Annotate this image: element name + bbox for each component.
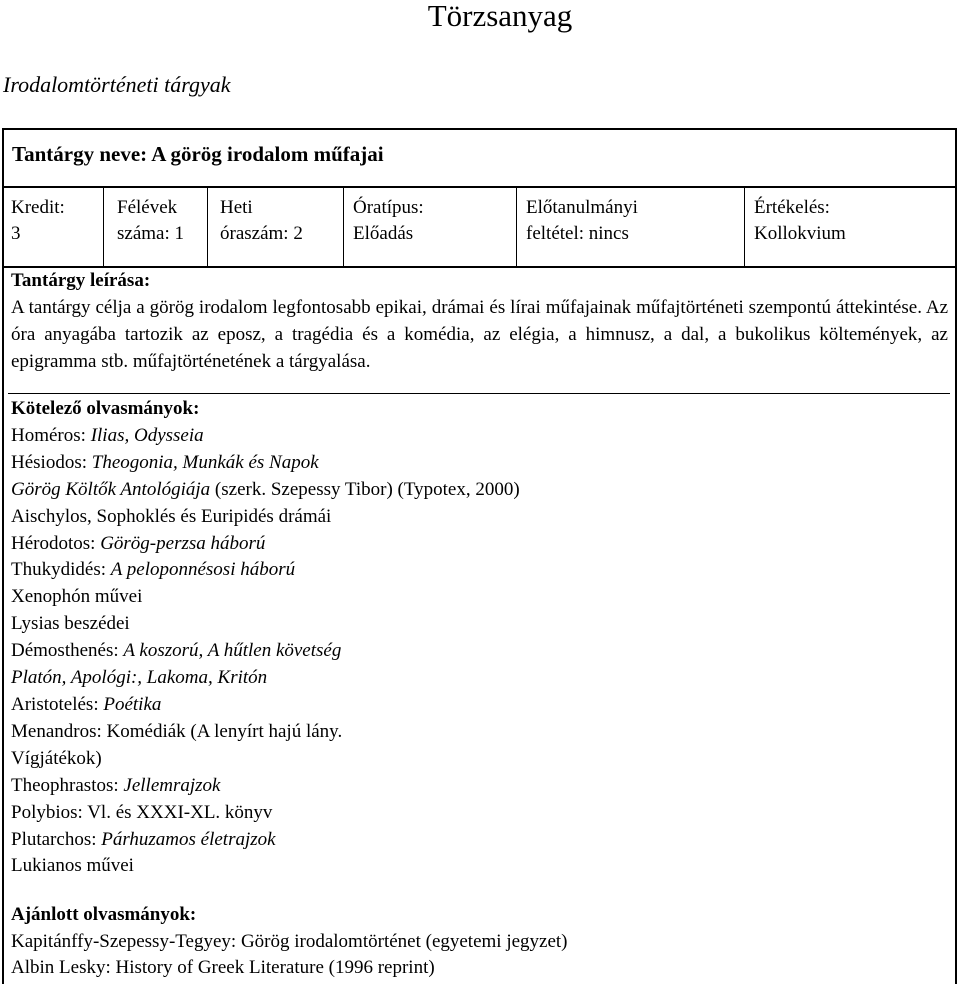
evaluation-cell (744, 188, 955, 266)
credit-cell (2, 188, 103, 266)
description-heading: Tantárgy leírása: (11, 270, 151, 291)
reading-item: Lysias beszédei (11, 613, 130, 635)
reading-item: Démosthenés: A koszorú, A hűtlen követség (11, 640, 342, 662)
prerequisite-value: feltétel: nincs (526, 223, 629, 244)
reading-item: Polybios: Vl. és XXXI-XL. könyv (11, 801, 273, 823)
recommended-item: Kapitánffy-Szepessy-Tegyey: Görög irodalomtörténet (egyetemi jegyzet) (11, 930, 568, 952)
reading-item: Platón, Apológi:, Lakoma, Kritón (11, 667, 268, 689)
reading-item: Lukianos művei (11, 855, 134, 877)
credit-value: 3 (11, 223, 21, 244)
reading-item: Aischylos, Sophoklés és Euripidés drámái (11, 505, 332, 527)
reading-item: Görög Költők Antológiája (szerk. Szepessy Tibor) (Typotex, 2000) (11, 478, 520, 500)
course-name-row (2, 128, 957, 188)
recommended-readings (11, 902, 941, 982)
required-readings-list (11, 423, 941, 880)
recommended-readings-heading: Ajánlott olvasmányok: (11, 904, 197, 925)
section-divider (8, 393, 950, 394)
evaluation-label: Értékelés: (754, 197, 830, 218)
description-text: A tantárgy célja a görög irodalom legfontosabb epikai, drámai és lírai műfajainak műfajtörténeti szempontú áttekintése. Az óra anyagába tartozik az eposz, a tragédia és a komédia, az elégia, a himnusz, a dal, a bukolikus költemények, az epigramma stb. műfajtörténetének a tárgyalása. (11, 297, 948, 372)
reading-item: Homéros: Ilias, Odysseia (11, 424, 204, 446)
reading-item: Hérodotos: Görög-perzsa háború (11, 532, 266, 554)
class-type-cell (343, 188, 516, 266)
reading-item: Aristotelés: Poétika (11, 693, 162, 715)
course-description (11, 268, 948, 375)
credit-label: Kredit: (11, 197, 65, 218)
semesters-cell (103, 188, 207, 266)
prerequisite-label: Előtanulmányi (526, 197, 638, 218)
reading-item: Menandros: Komédiák (A lenyírt hajú lány. (11, 720, 343, 742)
weekly-hours-cell (207, 188, 343, 266)
class-type-value: Előadás (353, 223, 414, 244)
course-name: Tantárgy neve: A görög irodalom műfajai (12, 142, 384, 166)
semesters-value: száma: 1 (117, 223, 185, 244)
class-type-label: Óratípus: (353, 197, 424, 218)
weekly-hours-label: Heti (220, 197, 253, 218)
reading-item: Thukydidés: A peloponnésosi háború (11, 559, 296, 581)
reading-item: Hésiodos: Theogonia, Munkák és Napok (11, 451, 319, 473)
semesters-label: Félévek (117, 197, 178, 218)
page-title: Törzsanyag (427, 0, 573, 33)
required-readings-heading: Kötelező olvasmányok: (11, 398, 200, 419)
required-readings (11, 396, 941, 880)
prerequisite-cell (516, 188, 744, 266)
reading-item: Plutarchos: Párhuzamos életrajzok (11, 828, 276, 850)
course-info-row (2, 188, 957, 268)
reading-item: Xenophón művei (11, 586, 143, 608)
reading-item: Vígjátékok) (11, 747, 102, 769)
evaluation-value: Kollokvium (754, 223, 846, 244)
recommended-item: Albin Lesky: History of Greek Literature (1996 reprint) (11, 957, 435, 978)
weekly-hours-value: óraszám: 2 (220, 223, 303, 244)
category-subtitle: Irodalomtörténeti tárgyak (3, 72, 231, 97)
reading-item: Theophrastos: Jellemrajzok (11, 774, 221, 796)
